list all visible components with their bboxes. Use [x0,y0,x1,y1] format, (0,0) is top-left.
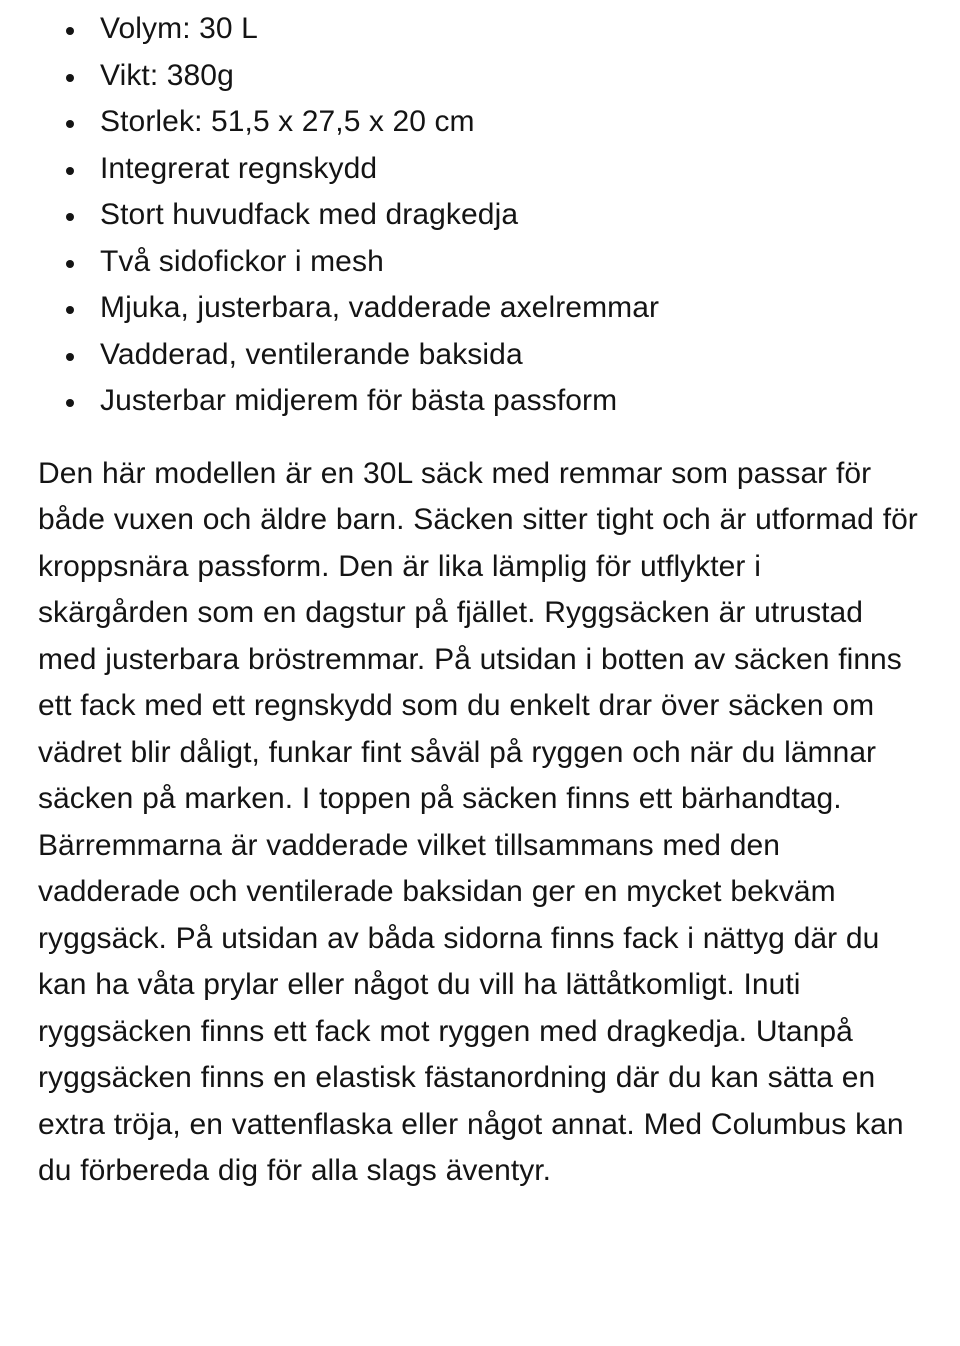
list-item: Vikt: 380g [38,53,920,100]
list-item: Storlek: 51,5 x 27,5 x 20 cm [38,99,920,146]
list-item: Stort huvudfack med dragkedja [38,192,920,239]
list-item: Mjuka, justerbara, vadderade axelremmar [38,285,920,332]
list-item: Integrerat regnskydd [38,146,920,193]
list-item: Justerbar midjerem för bästa passform [38,378,920,425]
description-paragraph: Den här modellen är en 30L säck med remmar som passar för både vuxen och äldre barn. Säcken sitter tight och är utformad för kroppsnära passform. Den är lika lämplig för utflykter i skärgården som en dagstur på fjället. Ryggsäcken är utrustad med justerbara bröstremmar. På utsidan i botten av säcken finns ett fack med ett regnskydd som du enkelt drar över säcken om vädret blir dåligt, funkar fint såväl på ryggen och när du lämnar säcken på marken. I toppen på säcken finns ett bärhandtag. Bärremmarna är vadderade vilket tillsammans med den vadderade och ventilerade baksidan ger en mycket bekväm ryggsäck. På utsidan av båda sidorna finns fack i nättyg där du kan ha våta prylar eller något du vill ha lättåtkomligt. Inuti ryggsäcken finns ett fack mot ryggen med dragkedja. Utanpå ryggsäcken finns en elastisk fästanordning där du kan sätta en extra tröja, en vattenflaska eller något annat. Med Columbus kan du förbereda dig för alla slags äventyr. [38,456,918,1187]
list-item: Volym: 30 L [38,6,920,53]
list-item: Vadderad, ventilerande baksida [38,332,920,379]
list-item: Två sidofickor i mesh [38,239,920,286]
specification-list [38,6,920,425]
